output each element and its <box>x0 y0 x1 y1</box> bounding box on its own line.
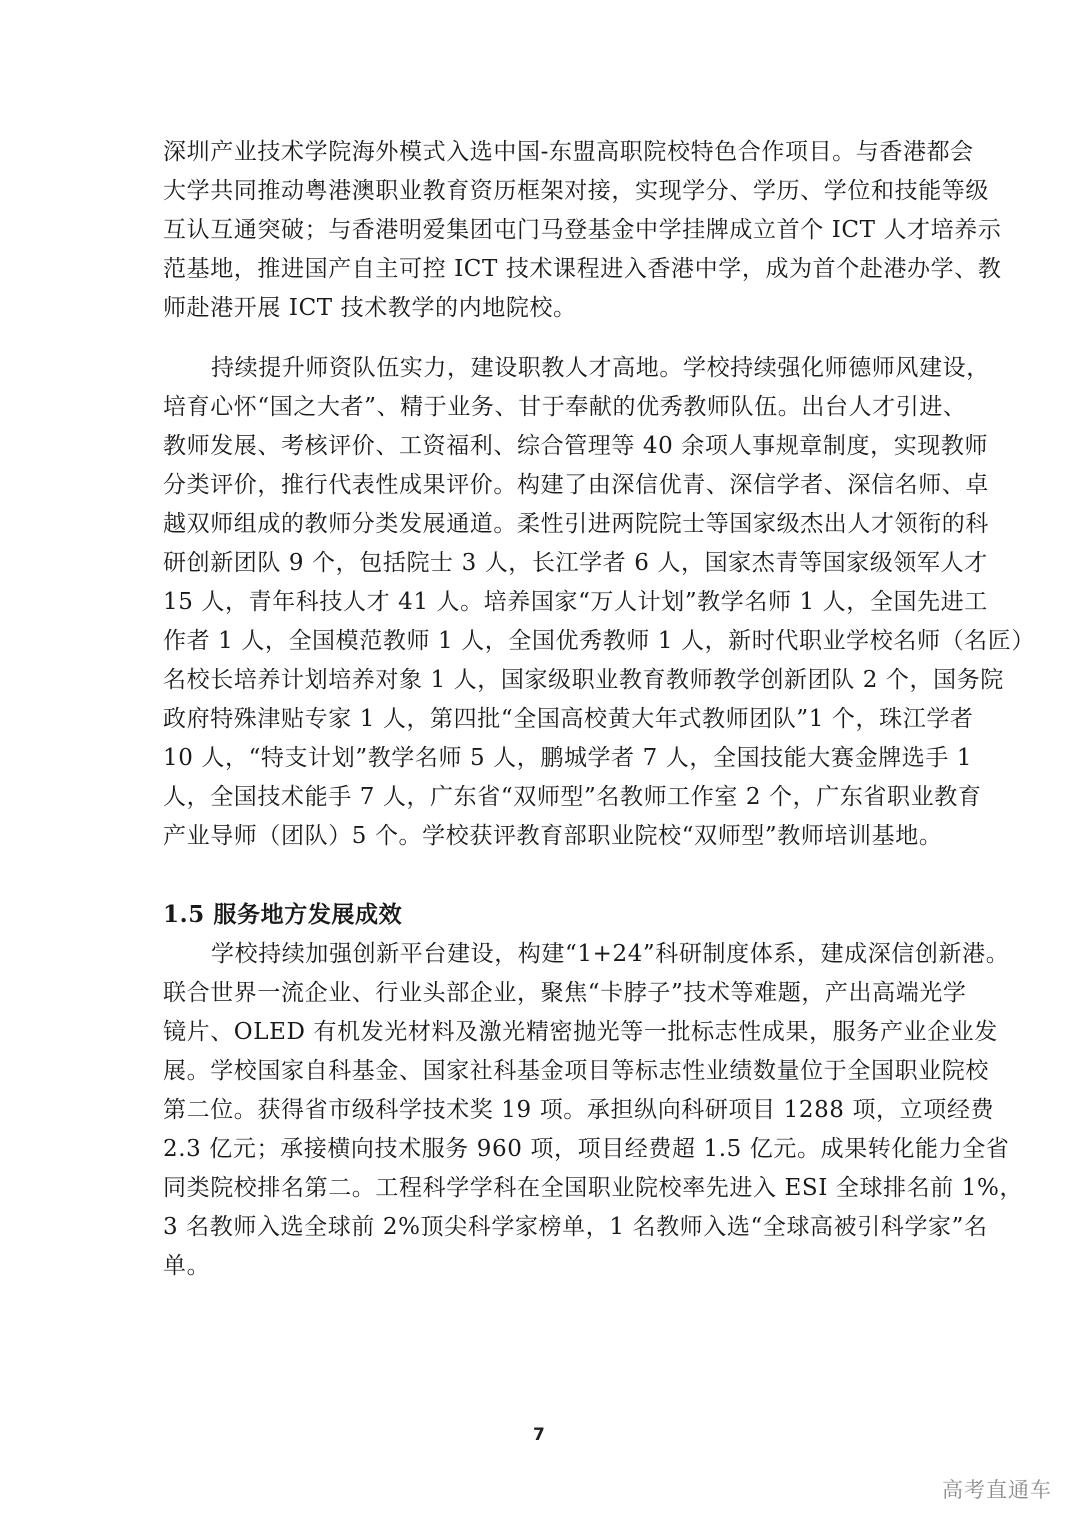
text-line: 3 名教师入选全球前 2%顶尖科学家榜单，1 名教师入选“全球高被引科学家”名 <box>163 1214 988 1240</box>
text-line: 作者 1 人，全国模范教师 1 人，全国优秀教师 1 人，新时代职业学校名师（名匠） <box>163 628 1035 654</box>
text-line: 师赴港开展 ICT 技术教学的内地院校。 <box>163 295 577 321</box>
text-line: 同类院校排名第二。工程科学学科在全国职业院校率先进入 ESI 全球排名前 1%， <box>163 1175 1024 1201</box>
text-line: 展。学校国家自科基金、国家社科基金项目等标志性业绩数量位于全国职业院校 <box>163 1058 989 1084</box>
paragraph-overseas-cooperation <box>163 133 1002 328</box>
text-line: 人，全国技术能手 7 人，广东省“双师型”名教师工作室 2 个，广东省职业教育 <box>163 784 982 810</box>
text-line: 持续提升师资队伍实力，建设职教人才高地。学校持续强化师德师风建设， <box>211 355 990 381</box>
text-line: 越双师组成的教师分类发展通道。柔性引进两院院士等国家级杰出人才领衔的科 <box>163 511 989 537</box>
text-line: 联合世界一流企业、行业头部企业，聚焦“卡脖子”技术等难题，产出高端光学 <box>163 980 967 1006</box>
text-line: 大学共同推动粤港澳职业教育资历框架对接，实现学分、学历、学位和技能等级 <box>163 178 989 204</box>
text-line: 培育心怀“国之大者”、精于业务、甘于奉献的优秀教师队伍。出台人才引进、 <box>163 394 967 420</box>
text-line: 10 人，“特支计划”教学名师 5 人，鹏城学者 7 人，全国技能大赛金牌选手 1 <box>163 745 973 771</box>
section-title: 1.5 服务地方发展成效 <box>163 901 403 928</box>
text-line: 15 人，青年科技人才 41 人。培养国家“万人计划”教学名师 1 人，全国先进工 <box>163 589 988 615</box>
text-line: 范基地，推进国产自主可控 ICT 技术课程进入香港中学，成为首个赴港办学、教 <box>163 256 1002 282</box>
text-line: 学校持续加强创新平台建设，构建“1+24”科研制度体系，建成深信创新港。 <box>211 941 1010 967</box>
text-line: 第二位。获得省市级科学技术奖 19 项。承担纵向科研项目 1288 项，立项经费 <box>163 1097 995 1123</box>
text-line: 镜片、OLED 有机发光材料及激光精密抛光等一批标志性成果，服务产业企业发 <box>163 1019 998 1045</box>
paragraph-local-service <box>163 935 1024 1286</box>
section-heading <box>163 895 915 934</box>
text-line: 2.3 亿元；承接横向技术服务 960 项，项目经费超 1.5 亿元。成果转化能力全省 <box>163 1136 1010 1162</box>
text-line: 产业导师（团队）5 个。学校获评教育部职业院校“双师型”教师培训基地。 <box>163 823 943 849</box>
paragraph-faculty <box>163 349 1035 856</box>
watermark: 高考直通车 <box>942 1478 1052 1502</box>
text-line: 互认互通突破；与香港明爱集团屯门马登基金中学挂牌成立首个 ICT 人才培养示 <box>163 217 1002 243</box>
text-line: 深圳产业技术学院海外模式入选中国-东盟高职院校特色合作项目。与香港都会 <box>163 139 974 165</box>
page-number: 7 <box>533 1425 545 1445</box>
text-line: 分类评价，推行代表性成果评价。构建了由深信优青、深信学者、深信名师、卓 <box>163 472 989 498</box>
text-line: 政府特殊津贴专家 1 人，第四批“全国高校黄大年式教师团队”1 个，珠江学者 <box>163 706 974 732</box>
text-line: 教师发展、考核评价、工资福利、综合管理等 40 余项人事规章制度，实现教师 <box>163 433 989 459</box>
text-line: 研创新团队 9 个，包括院士 3 人，长江学者 6 人，国家杰青等国家级领军人才 <box>163 550 988 576</box>
text-line: 单。 <box>163 1253 211 1279</box>
text-line: 名校长培养计划培养对象 1 人，国家级职业教育教师教学创新团队 2 个，国务院 <box>163 667 1004 693</box>
